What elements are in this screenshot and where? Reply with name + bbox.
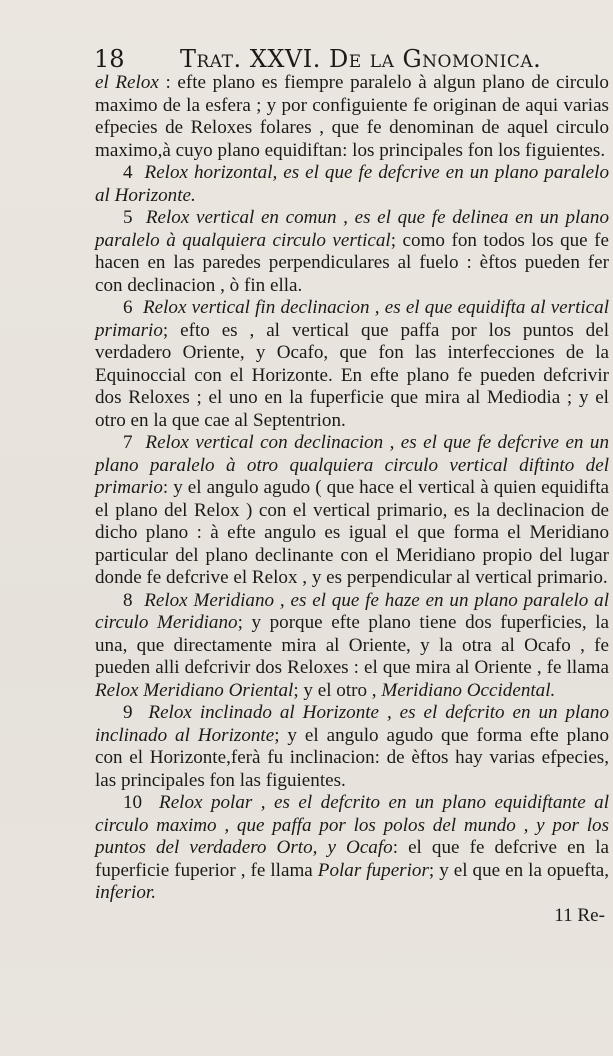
paragraph-continuation xyxy=(95,72,609,162)
page-number: 18 xyxy=(94,45,125,73)
definition: Relox vertical fin declinacion , es el que equidifta al vertical primario xyxy=(95,297,610,341)
definition: Relox Meridiano , es el que fe haze en un plano paralelo al circulo Meridiano xyxy=(95,589,610,633)
paragraph-number: 8 xyxy=(123,589,133,611)
definition: Relox inclinado al Horizonte , es el defcrito en un plano inclinado al Horizonte xyxy=(95,702,610,746)
paragraph-number: 10 xyxy=(123,792,143,813)
paragraph-text: ; efto es , al vertical que paffa por los puntos del verdadero Oriente, y Ocafo, que fon las interfecciones de la Equinoccial con el Horizonte. En efte plano fe pueden defcrivir dos Reloxes ; el uno en la fuperficie que mira al Mediodia ; y el otro en la que cae al Septentrion. xyxy=(95,319,609,431)
body-text xyxy=(95,72,609,927)
term: inferior. xyxy=(95,882,157,903)
paragraph-6 xyxy=(95,297,609,432)
paragraph-number: 9 xyxy=(123,702,133,723)
paragraph-5 xyxy=(95,207,609,297)
definition: Relox vertical con declinacion , es el que fe defcrive en un plano paralelo à otro qualquiera circulo vertical diftinto del primario xyxy=(95,432,610,498)
term: Relox Meridiano Oriental xyxy=(95,679,294,701)
paragraph-text: ; y el angulo agudo que forma efte plano con el Horizonte,ferà fu inclinacion: de èftos hay varias efpecies, las principales fon las figuientes. xyxy=(95,724,610,791)
paragraph-number: 7 xyxy=(123,432,133,453)
definition: Relox polar , es el defcrito en un plano equidiftante al circulo maximo , que paffa por los polos del mundo , y por los puntos del verdadero Orto, y Ocafo xyxy=(95,792,610,858)
paragraph-number: 6 xyxy=(123,297,133,318)
paragraph-8 xyxy=(95,590,609,703)
paragraph-text: : efte plano es fiempre paralelo à algun plano de circulo maximo de la esfera ; y por configuiente fe originan de aqui varias efpecies de Reloxes folares , que fe denominan de aquel circulo maximo,à cuyo plano equidiftan: los principales fon los figuientes. xyxy=(95,72,609,161)
paragraph-text: ; y el otro , xyxy=(293,679,377,701)
term: Meridiano Occidental. xyxy=(381,679,556,701)
lead-term: el Relox xyxy=(95,72,159,93)
running-header xyxy=(92,44,604,74)
paragraph-number: 5 xyxy=(123,207,133,228)
running-title: Trat. XXVI. De la Gnomonica. xyxy=(180,45,542,73)
paragraph-text: ; como fon todos los que fe hacen en las paredes perpendiculares al fuelo : èftos pueden fer con declinacion , ò fin ella. xyxy=(95,229,609,296)
paragraph-4 xyxy=(95,162,609,207)
paragraph-text: ; y el que en la opuefta, xyxy=(428,859,609,881)
paragraph-text: ; y porque efte plano tiene dos fuperficies, la una, que directamente mira al Oriente, y la otra al Ocafo , fe pueden alli defcrivir dos Reloxes : el que mira al Oriente , fe llama xyxy=(95,612,609,678)
paragraph-10 xyxy=(95,792,609,905)
paragraph-text: : el que fe defcrive en la fuperficie fuperior , fe llama xyxy=(95,837,609,881)
paragraph-9 xyxy=(95,702,609,792)
catchword: 11 Re- xyxy=(554,904,605,926)
paragraph-7 xyxy=(95,432,609,590)
definition: Relox horizontal, es el que fe defcrive en un plano paralelo al Horizonte. xyxy=(95,162,610,206)
paragraph-text: : y el angulo agudo ( que hace el vertical à quien equidifta el plano del Relox ) con el vertical primario, es la declinacion de dicho plano : à efte angulo es igual el que forma el Meridiano particular del plano declinante con el Meridiano propio del lugar donde fe defcrive el Relox , y es perpendicular al vertical primario. xyxy=(95,477,609,588)
term: Polar fuperior xyxy=(317,859,429,881)
paragraph-number: 4 xyxy=(123,162,133,183)
definition: Relox vertical en comun , es el que fe delinea en un plano paralelo à qualquiera circulo vertical xyxy=(95,207,610,251)
